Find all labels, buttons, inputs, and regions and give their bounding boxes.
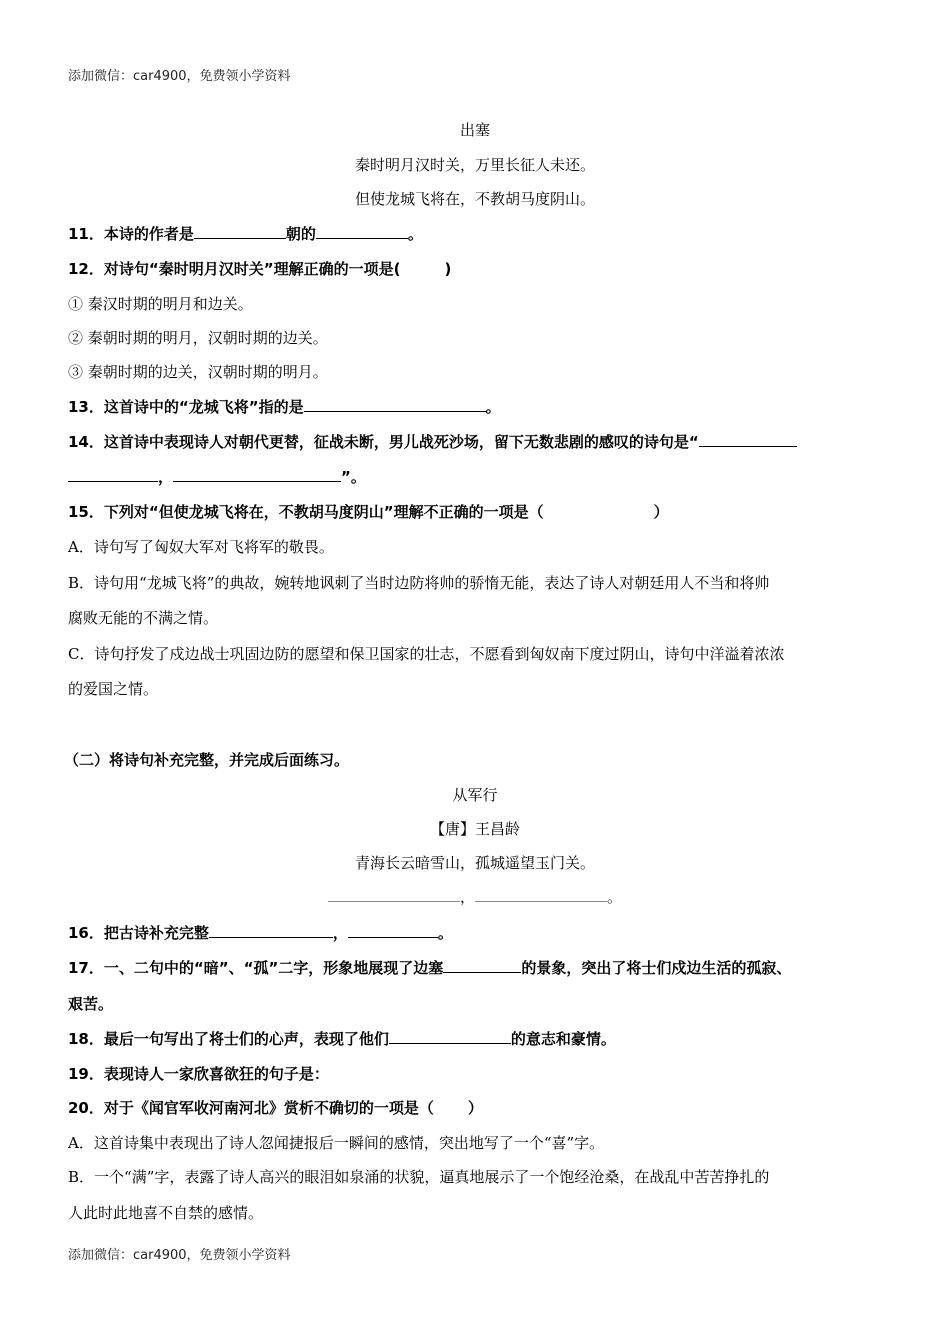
answer-blank[interactable] — [348, 923, 438, 938]
answer-blank[interactable] — [389, 1029, 511, 1044]
poem2-line-1: 青海长云暗雪山，孤城遥望玉门关。 — [354, 854, 595, 872]
q20-option-b: B．一个“满”字，表露了诗人高兴的眼泪如泉涌的状貌，逼真地展示了一个饱经沧桑，在战乱中苦苦挣扎的 — [68, 1168, 770, 1186]
q20-option-a: A．这首诗集中表现出了诗人忽闻捷报后一瞬间的感情，突出地写了一个“喜”字。 — [68, 1134, 605, 1152]
poem2-blank-line: ， 。 — [0, 887, 950, 907]
question-20: 20．对于《闻官军收河南河北》赏析不确切的一项是（ ） — [68, 1099, 483, 1117]
question-18: 18．最后一句写出了将士们的心声，表现了他们 的意志和豪情。 — [68, 1030, 616, 1048]
section2-heading: （二）将诗句补充完整，并完成后面练习。 — [64, 751, 350, 769]
page-footer: 添加微信：car4900，免费领小学资料 — [68, 1248, 291, 1263]
q20-option-b-cont: 人此时此地喜不自禁的感情。 — [68, 1204, 264, 1222]
question-14: 14．这首诗中表现诗人对朝代更替，征战未断，男儿战死沙场，留下无数悲剧的感叹的诗句是“ — [68, 432, 797, 452]
poem-blank[interactable] — [475, 887, 607, 902]
answer-blank[interactable] — [316, 224, 408, 239]
q12-option-2: ② 秦朝时期的明月，汉朝时期的边关。 — [68, 329, 328, 347]
question-14-cont: ， ”。 — [68, 467, 366, 487]
answer-blank[interactable] — [209, 923, 333, 938]
page-header: 添加微信：car4900，免费领小学资料 — [68, 69, 291, 84]
poem2-title: 从军行 — [452, 786, 498, 804]
poem2-author: 【唐】王昌龄 — [429, 820, 520, 838]
q15-option-b: B．诗句用“龙城飞将”的典故，婉转地讽刺了当时边防将帅的骄惰无能，表达了诗人对朝廷用人不当和将帅 — [68, 574, 770, 592]
q15-option-a: A．诗句写了匈奴大军对飞将军的敬畏。 — [68, 538, 334, 556]
q12-option-3: ③ 秦朝时期的边关，汉朝时期的明月。 — [68, 363, 328, 381]
question-15: 15．下列对“但使龙城飞将在，不教胡马度阴山”理解不正确的一项是（ ） — [68, 503, 669, 521]
poem1-line-2: 但使龙城飞将在，不教胡马度阴山。 — [354, 190, 595, 208]
question-13: 13．这首诗中的“龙城飞将”指的是 。 — [68, 398, 501, 416]
answer-blank[interactable] — [194, 224, 286, 239]
q15-option-c: C．诗句抒发了戍边战士巩固边防的愿望和保卫国家的壮志，不愿看到匈奴南下度过阴山，诗句中洋溢着浓浓 — [68, 645, 785, 663]
question-17: 17．一、二句中的“暗”、“孤”二字，形象地展现了边塞 的景象，突出了将士们戍边生活的孤寂、 — [68, 959, 792, 977]
poem1-title: 出塞 — [459, 121, 490, 139]
q15-option-b-cont: 腐败无能的不满之情。 — [68, 609, 219, 627]
poem1-line-1: 秦时明月汉时关，万里长征人未还。 — [354, 156, 595, 174]
question-12: 12．对诗句“秦时明月汉时关”理解正确的一项是( ) — [68, 260, 452, 278]
answer-blank[interactable] — [304, 397, 486, 412]
question-17-cont: 艰苦。 — [68, 995, 114, 1013]
q15-option-c-cont: 的爱国之情。 — [68, 680, 159, 698]
poem-blank[interactable] — [328, 887, 460, 902]
question-19: 19．表现诗人一家欣喜欲狂的句子是： — [68, 1065, 329, 1083]
answer-blank[interactable] — [68, 467, 158, 482]
answer-blank[interactable] — [699, 432, 797, 447]
answer-blank[interactable] — [173, 467, 341, 482]
question-11: 11．本诗的作者是 朝的 。 — [68, 225, 423, 243]
q12-option-1: ① 秦汉时期的明月和边关。 — [68, 295, 253, 313]
question-16: 16．把古诗补充完整 ， 。 — [68, 924, 453, 942]
answer-blank[interactable] — [443, 958, 521, 973]
